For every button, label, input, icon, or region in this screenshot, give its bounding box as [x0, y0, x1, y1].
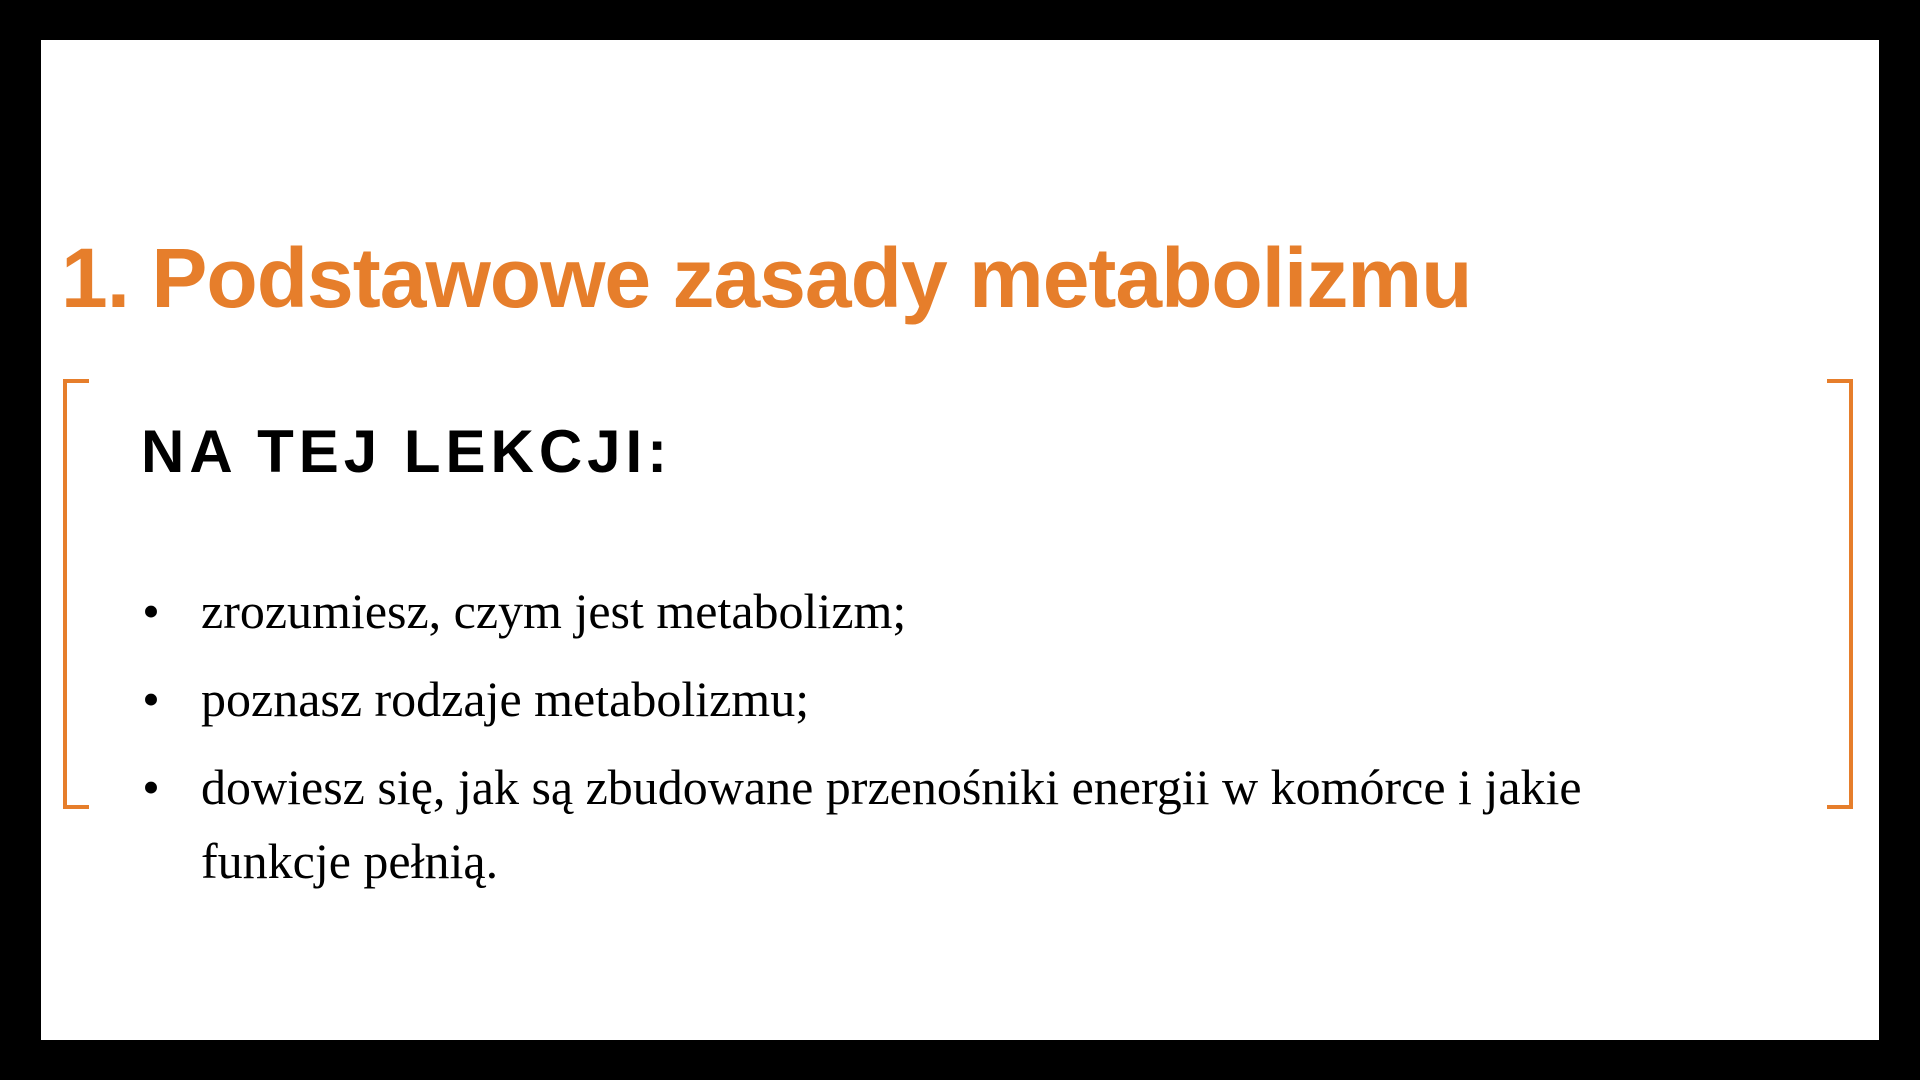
- objective-text: dowiesz się, jak są zbudowane przenośniki energii w komórce i jakie funkcje pełnią.: [201, 759, 1582, 889]
- bullet-icon: •: [142, 583, 160, 639]
- right-bracket-decoration: [1827, 379, 1853, 809]
- objective-item: [141, 750, 1701, 898]
- slide-title: 1. Podstawowe zasady metabolizmu: [61, 231, 1472, 325]
- objectives-list: [141, 574, 1701, 912]
- left-bracket-decoration: [63, 379, 89, 809]
- objective-item: [141, 662, 1701, 736]
- lesson-heading: NA TEJ LEKCJI:: [141, 418, 673, 485]
- bullet-icon: •: [142, 759, 160, 815]
- slide: [41, 40, 1879, 1040]
- bullet-icon: •: [142, 671, 160, 727]
- objective-text: poznasz rodzaje metabolizmu;: [201, 671, 810, 727]
- objective-item: [141, 574, 1701, 648]
- objective-text: zrozumiesz, czym jest metabolizm;: [201, 583, 907, 639]
